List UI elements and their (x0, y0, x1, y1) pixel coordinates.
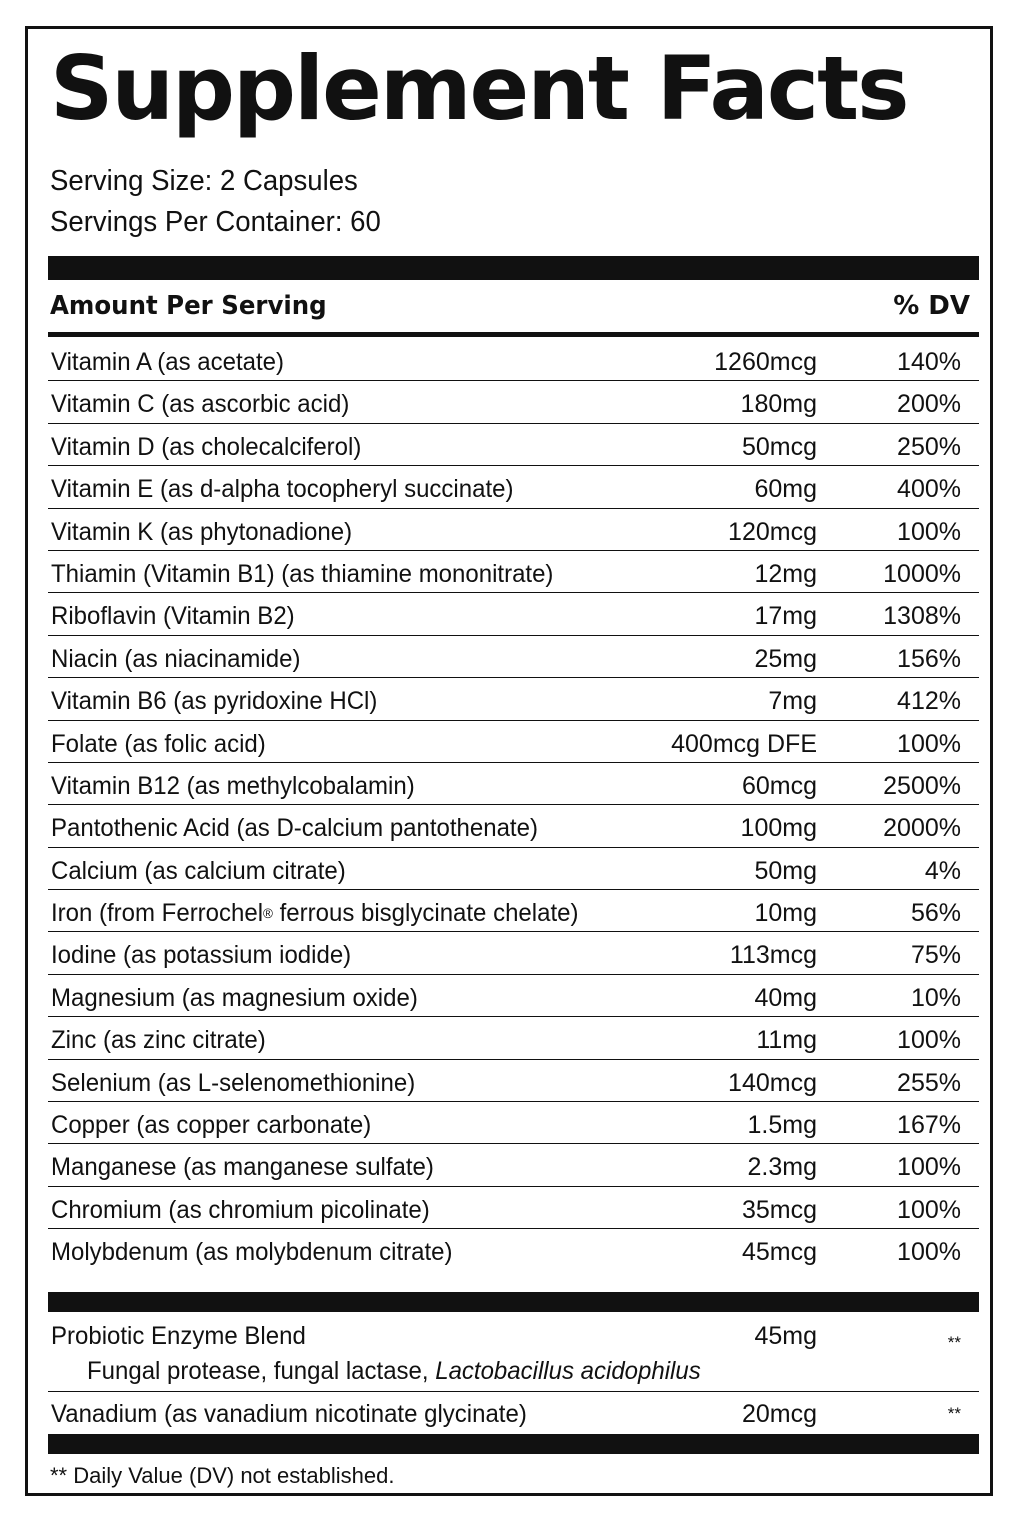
nutrient-name: Vitamin E (as d-alpha tocopheryl succinate) (51, 475, 514, 504)
probiotic-blend-row (48, 1313, 979, 1392)
nutrient-amount: 180mg (740, 390, 817, 419)
nutrient-name: Copper (as copper carbonate) (51, 1111, 372, 1140)
blend-ingredients-species: Lactobacillus acidophilus (435, 1357, 701, 1385)
nutrient-dv: 2000% (883, 814, 961, 843)
nutrient-name: Pantothenic Acid (as D-calcium pantothenate) (51, 814, 538, 843)
amount-per-serving-label: Amount Per Serving (50, 291, 327, 321)
nutrient-amount: 60mcg (741, 771, 817, 800)
nutrient-amount: 400mcg DFE (671, 729, 817, 758)
nutrient-dv: 156% (897, 644, 961, 673)
thick-divider-top (48, 256, 979, 280)
nutrient-row (48, 805, 979, 847)
nutrient-row (48, 1144, 979, 1186)
vanadium-dv: ** (947, 1404, 961, 1423)
nutrient-dv: 2500% (883, 771, 961, 800)
nutrient-name: Folate (as folic acid) (51, 729, 266, 758)
nutrient-name: Chromium (as chromium picolinate) (51, 1195, 430, 1224)
nutrient-dv: 400% (897, 475, 961, 504)
nutrient-dv: 200% (897, 390, 961, 419)
nutrient-amount: 10mg (754, 899, 817, 928)
nutrient-name: Calcium (as calcium citrate) (51, 856, 346, 885)
nutrient-amount: 11mg (756, 1026, 817, 1055)
nutrient-name: Zinc (as zinc citrate) (51, 1026, 266, 1055)
servings-per-container: Servings Per Container: 60 (50, 206, 381, 238)
nutrient-row (48, 339, 979, 381)
nutrient-row (48, 848, 979, 890)
nutrient-row (48, 721, 979, 763)
nutrient-amount: 1.5mg (747, 1111, 817, 1140)
nutrient-dv: 412% (897, 687, 961, 716)
nutrient-table (48, 339, 979, 1272)
nutrient-name: Manganese (as manganese sulfate) (51, 1153, 434, 1182)
nutrient-row (48, 890, 979, 932)
thick-divider-bottom (48, 1434, 979, 1454)
nutrient-dv: 4% (924, 856, 961, 885)
nutrient-row (48, 1060, 979, 1102)
blend-name: Probiotic Enzyme Blend (51, 1322, 306, 1350)
nutrient-amount: 120mcg (728, 517, 817, 546)
nutrient-amount: 40mg (754, 983, 817, 1012)
dv-column-label: % DV (893, 291, 970, 321)
nutrient-row (48, 1102, 979, 1144)
nutrient-amount: 17mg (754, 602, 817, 631)
nutrient-dv: 100% (897, 517, 961, 546)
nutrient-row (48, 593, 979, 635)
nutrient-dv: 100% (897, 1195, 961, 1224)
nutrient-name: Niacin (as niacinamide) (51, 644, 301, 673)
column-header (50, 287, 976, 333)
nutrient-name: Vitamin C (as ascorbic acid) (51, 390, 350, 419)
nutrient-dv: 10% (910, 983, 961, 1012)
thick-divider-middle (48, 1292, 979, 1312)
nutrient-row (48, 381, 979, 423)
nutrient-dv: 100% (897, 1026, 961, 1055)
nutrient-dv: 100% (897, 729, 961, 758)
nutrient-name: Vitamin B6 (as pyridoxine HCl) (51, 687, 378, 716)
nutrient-amount: 35mcg (741, 1195, 817, 1224)
vanadium-amount: 20mcg (741, 1400, 817, 1428)
nutrient-dv: 250% (897, 432, 961, 461)
nutrient-dv: 100% (897, 1238, 961, 1267)
nutrient-dv: 1308% (883, 602, 961, 631)
nutrient-row (48, 1187, 979, 1229)
footnote: ** Daily Value (DV) not established. (50, 1463, 395, 1488)
nutrient-amount: 60mg (754, 475, 817, 504)
nutrient-name: Vitamin A (as acetate) (51, 348, 285, 376)
nutrient-name: Magnesium (as magnesium oxide) (51, 983, 418, 1012)
supplement-facts-panel (25, 26, 993, 1496)
nutrient-row (48, 763, 979, 805)
nutrient-row (48, 932, 979, 974)
nutrient-amount: 100mg (740, 814, 817, 843)
nutrient-name: Vitamin B12 (as methylcobalamin) (51, 771, 415, 800)
nutrient-row (48, 509, 979, 551)
nutrient-amount: 1260mcg (714, 348, 817, 376)
nutrient-dv: 100% (897, 1153, 961, 1182)
nutrient-row (48, 466, 979, 508)
nutrient-row (48, 1017, 979, 1059)
nutrient-amount: 45mcg (741, 1238, 817, 1267)
nutrient-dv: 167% (897, 1111, 961, 1140)
nutrient-dv: 56% (910, 899, 961, 928)
nutrient-name: Selenium (as L-selenomethionine) (51, 1068, 416, 1097)
nutrient-amount: 12mg (754, 559, 817, 588)
nutrient-row (48, 551, 979, 593)
nutrient-amount: 2.3mg (747, 1153, 817, 1182)
nutrient-amount: 25mg (754, 644, 817, 673)
nutrient-name: Iron (from Ferrochel® ferrous bisglycinate chelate) (51, 899, 579, 928)
nutrient-amount: 7mg (768, 687, 817, 716)
nutrient-row (48, 1229, 979, 1271)
blend-ingredients (87, 1357, 701, 1386)
nutrient-row (48, 636, 979, 678)
vanadium-row (48, 1392, 979, 1432)
blend-amount: 45mg (754, 1322, 817, 1350)
blend-dv: ** (947, 1333, 961, 1352)
serving-size: Serving Size: 2 Capsules (50, 165, 358, 197)
header-divider (48, 332, 979, 337)
nutrient-amount: 140mcg (728, 1068, 817, 1097)
panel-title: Supplement Facts (50, 37, 908, 140)
nutrient-row (48, 424, 979, 466)
nutrient-dv: 75% (910, 941, 961, 970)
nutrient-name: Vitamin K (as phytonadione) (51, 517, 353, 546)
nutrient-dv: 140% (897, 348, 961, 376)
nutrient-amount: 50mcg (741, 432, 817, 461)
vanadium-name: Vanadium (as vanadium nicotinate glycinate) (51, 1400, 527, 1428)
nutrient-amount: 50mg (754, 856, 817, 885)
nutrient-row (48, 678, 979, 720)
nutrient-dv: 255% (897, 1068, 961, 1097)
nutrient-name: Molybdenum (as molybdenum citrate) (51, 1238, 453, 1267)
nutrient-dv: 1000% (883, 559, 961, 588)
nutrient-amount: 113mcg (729, 941, 817, 970)
nutrient-name: Riboflavin (Vitamin B2) (51, 602, 295, 631)
nutrient-name: Vitamin D (as cholecalciferol) (51, 432, 362, 461)
nutrient-row (48, 975, 979, 1017)
nutrient-name: Thiamin (Vitamin B1) (as thiamine mononitrate) (51, 559, 554, 588)
nutrient-name: Iodine (as potassium iodide) (51, 941, 352, 970)
blend-ingredients-prefix: Fungal protease, fungal lactase, (87, 1357, 436, 1385)
